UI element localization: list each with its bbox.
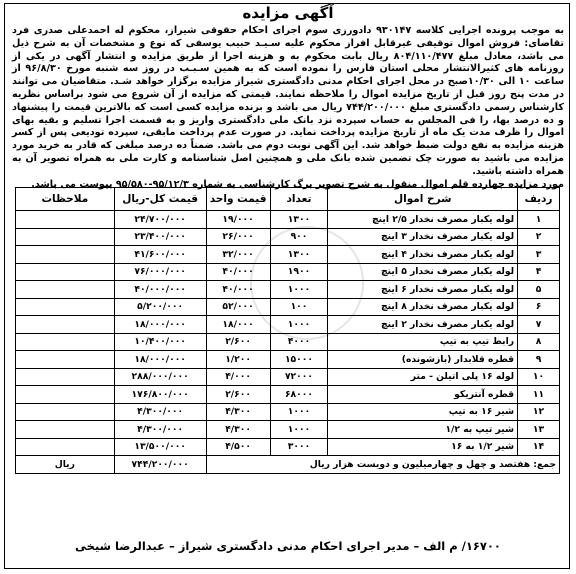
remarks-cell — [16, 368, 115, 386]
total-price-cell: ۱۸/۰۰۰/۰۰۰ — [114, 316, 206, 334]
unit-price-cell: ۴/۰۰۰ — [206, 368, 270, 386]
total-price-cell: ۵/۲۰۰/۰۰۰ — [114, 298, 206, 316]
row-number-cell: ۱۰ — [518, 368, 560, 386]
remarks-cell — [16, 211, 115, 229]
unit-price-cell: ۱۹/۰۰۰ — [206, 211, 270, 229]
description-cell: لوله یکبار مصرف نخدار ۴ اینچ — [328, 246, 518, 264]
notice-footer: ۱۶۷۰۰/ م الف – مدیر اجرای احکام مدنی دادگستری شیراز – عبدالرضا شیخی — [75, 539, 501, 553]
quantity-cell: ۴۰۰۰ — [270, 333, 328, 351]
table-row — [16, 228, 560, 246]
table-header-row — [16, 188, 560, 211]
description-cell: لوله یکبار مصرف نخدار ۶ اینچ — [328, 281, 518, 299]
description-cell: شیر ۱۶ به تیپ — [328, 403, 518, 421]
row-number-cell: ۷ — [518, 316, 560, 334]
total-price-cell: ۱۷۶/۸۰۰/۰۰۰ — [114, 386, 206, 404]
unit-price-cell: ۴/۳۰۰ — [206, 421, 270, 439]
row-number-cell: ۱۱ — [518, 386, 560, 404]
col-header-unit-price: قیمت واحد — [206, 188, 270, 211]
remarks-cell — [16, 438, 115, 456]
total-price-cell: ۴۱/۶۰۰/۰۰۰ — [114, 246, 206, 264]
total-price-cell: ۲۴/۷۰۰/۰۰۰ — [114, 211, 206, 229]
table-row — [16, 333, 560, 351]
col-header-quantity: تعداد — [270, 188, 328, 211]
total-value: ۷۴۴/۲۰۰/۰۰۰ — [114, 456, 206, 474]
row-number-cell: ۶ — [518, 298, 560, 316]
total-price-cell: ۱۰/۴۰۰/۰۰۰ — [114, 333, 206, 351]
description-cell: قطره قلابدار (بازشونده) — [328, 351, 518, 369]
quantity-cell: ۱۳۰۰ — [270, 246, 328, 264]
row-number-cell: ۱۴ — [518, 438, 560, 456]
quantity-cell: ۱۰۰۰ — [270, 281, 328, 299]
total-price-cell: ۲۳/۴۰۰/۰۰۰ — [114, 228, 206, 246]
table-row — [16, 211, 560, 229]
remarks-cell — [16, 228, 115, 246]
description-cell: شیر تیپ به ۱/۲ — [328, 421, 518, 439]
unit-price-cell: ۴۰/۰۰۰ — [206, 263, 270, 281]
quantity-cell: ۱۹۰۰ — [270, 263, 328, 281]
row-number-cell: ۵ — [518, 281, 560, 299]
unit-price-cell: ۱۸/۰۰۰ — [206, 316, 270, 334]
remarks-cell — [16, 246, 115, 264]
unit-price-cell: ۲/۶۰۰ — [206, 386, 270, 404]
remarks-cell — [16, 386, 115, 404]
col-header-description: شرح اموال — [328, 188, 518, 211]
description-cell: لوله یکبار مصرف نخدار ۸ اینچ — [328, 298, 518, 316]
description-cell: شیر ۱/۲ به ۱۶ — [328, 438, 518, 456]
row-number-cell: ۱۳ — [518, 421, 560, 439]
description-cell: لوله ۱۶ پلی اتیلن - متر — [328, 368, 518, 386]
unit-price-cell: ۳۲/۰۰۰ — [206, 246, 270, 264]
total-price-cell: ۱۸/۰۰۰/۰۰۰ — [114, 351, 206, 369]
row-number-cell: ۳ — [518, 246, 560, 264]
remarks-cell — [16, 316, 115, 334]
quantity-cell: ۹۰۰ — [270, 228, 328, 246]
unit-price-cell: ۱/۲۰۰ — [206, 351, 270, 369]
total-unit: ریال — [16, 456, 115, 474]
unit-price-cell: ۴/۵۰۰ — [206, 438, 270, 456]
total-price-cell: ۴۰/۰۰۰/۰۰۰ — [114, 281, 206, 299]
unit-price-cell: ۲/۶۰۰ — [206, 333, 270, 351]
table-row — [16, 351, 560, 369]
unit-price-cell: ۴/۳۰۰ — [206, 403, 270, 421]
total-price-cell: ۷۶/۰۰۰/۰۰۰ — [114, 263, 206, 281]
quantity-cell: ۳۰۰۰ — [270, 438, 328, 456]
quantity-cell: ۱۰۰ — [270, 298, 328, 316]
quantity-cell: ۱۰۰۰ — [270, 403, 328, 421]
total-price-cell: ۲۸۸/۰۰۰/۰۰۰ — [114, 368, 206, 386]
total-price-cell: ۱۳/۵۰۰/۰۰۰ — [114, 438, 206, 456]
row-number-cell: ۸ — [518, 333, 560, 351]
quantity-cell: ۱۰۰۰ — [270, 421, 328, 439]
table-row — [16, 386, 560, 404]
table-row — [16, 316, 560, 334]
table-row — [16, 368, 560, 386]
table-row — [16, 438, 560, 456]
table-row — [16, 263, 560, 281]
row-number-cell: ۹ — [518, 351, 560, 369]
description-cell: لوله یکبار مصرف نخدار ۲ اینچ — [328, 316, 518, 334]
quantity-cell: ۱۵۰۰۰ — [270, 351, 328, 369]
description-cell: لوله یکبار مصرف نخدار ۳ اینچ — [328, 228, 518, 246]
unit-price-cell: ۵۲/۰۰۰ — [206, 298, 270, 316]
description-cell: قطره آنتریکو — [328, 386, 518, 404]
description-cell: رابط تیپ به تیپ — [328, 333, 518, 351]
total-price-cell: ۴/۳۰۰/۰۰۰ — [114, 421, 206, 439]
remarks-cell — [16, 421, 115, 439]
col-header-row-number: ردیف — [518, 188, 560, 211]
quantity-cell: ۶۸۰۰۰ — [270, 386, 328, 404]
total-price-cell: ۴/۳۰۰/۰۰۰ — [114, 403, 206, 421]
remarks-cell — [16, 403, 115, 421]
description-cell: لوله یکبار مصرف نخدار ۲/۵ اینچ — [328, 211, 518, 229]
notice-body — [12, 25, 564, 191]
unit-price-cell: ۲۶/۰۰۰ — [206, 228, 270, 246]
remarks-cell — [16, 298, 115, 316]
description-cell: لوله یکبار مصرف نخدار ۵ اینچ — [328, 263, 518, 281]
table-row — [16, 281, 560, 299]
notice-title: آگهی مزایده — [242, 4, 334, 22]
col-header-total-price: قیمت کل-ریال — [114, 188, 206, 211]
items-table — [15, 187, 560, 474]
table-total-row — [16, 456, 560, 474]
quantity-cell: ۱۳۰۰ — [270, 211, 328, 229]
remarks-cell — [16, 263, 115, 281]
table-row — [16, 298, 560, 316]
quantity-cell: ۱۰۰۰ — [270, 316, 328, 334]
row-number-cell: ۱ — [518, 211, 560, 229]
table-row — [16, 403, 560, 421]
row-number-cell: ۴ — [518, 263, 560, 281]
quantity-cell: ۷۲۰۰۰ — [270, 368, 328, 386]
body-paragraph-main: به موجب پرونده اجرایی کلاسه ۹۳۰۱۴۷ دادورزی سوم اجرای احکام حقوقی شیراز، محکوم له احمدعلی صدری فرد تقاضای: فروش اموال توقیفی غیرقابل افراز محکوم علیه سـیـد حبیب یوسفی که نوع و مشخصات آن به شرح ذیل می باشد، معادل مبلغ ۸۰۴/۱۱۰/۴۷۷ ریال بابت محکوم به و هزینه اجرا از طریق مزایده و انتشار آگهی در یکی از روزنامه های کثیرالانتشار محلی استان فارس را نموده است که به همین سـبـب در روز سه شنبه مورخ ۹۶/۸/۳۰ از ساعت ۱۰ الی ۱۰/۳۰صبح در محل اجرای احکام مدنی دادگستری شیراز مزایده برگزار خواهد شـد. متقاضیان می توانند در مدت پنج روز قبل از تاریخ مزایده اموال را ملاحظه نمایند. قیمتی که مزایده از آن شروع می شود براساس نظریه کارشناس رسمی دادگستری مبلغ ۷۴۴/۲۰۰/۰۰۰ ریال می باشد و برنده مزایده کسی است که بالاترین قیمت را پیشنهاد و ده درصد بها، را فی المجلس به حساب سپرده نزد بانک ملی دادگستری واریز و به قسمت اجرا تسلیم و بقیه بهای اموال را ظرف مدت یک ماه از تاریخ مزایده پرداخت نماید. در صورت عدم پرداخت مابقی، سپرده تودیعی پس از کسر هزینه مزایده به نفع دولت ضبط خواهد شد. این آگهی نوبت دوم می باشد. ضمناً ده درصد مبلغی که قادر به خرید مورد مزایده می باشید به صورت چک تضمین شده بانک ملی و همچنین اصل شناسنامه و کارت ملی به همراه تصویر آن به همراه داشته باشید. — [12, 25, 565, 177]
remarks-cell — [16, 351, 115, 369]
table-row — [16, 421, 560, 439]
row-number-cell: ۲ — [518, 228, 560, 246]
col-header-remarks: ملاحظات — [16, 188, 115, 211]
remarks-cell — [16, 333, 115, 351]
items-table-body — [16, 211, 560, 456]
body-paragraph-items: مورد مزایده چهارده قلم اموال منقول به شرح تصویر برگ کارشناسی به شماره ۹۵/۱۲/۳-۹۵/۵۸۰ پیوست می باشد. — [31, 178, 564, 190]
remarks-cell — [16, 281, 115, 299]
row-number-cell: ۱۲ — [518, 403, 560, 421]
total-label: جمع: هفتصد و چهل و چهارمیلیون و دویست هزار ریال — [206, 456, 559, 474]
unit-price-cell: ۴۰/۰۰۰ — [206, 281, 270, 299]
table-row — [16, 246, 560, 264]
